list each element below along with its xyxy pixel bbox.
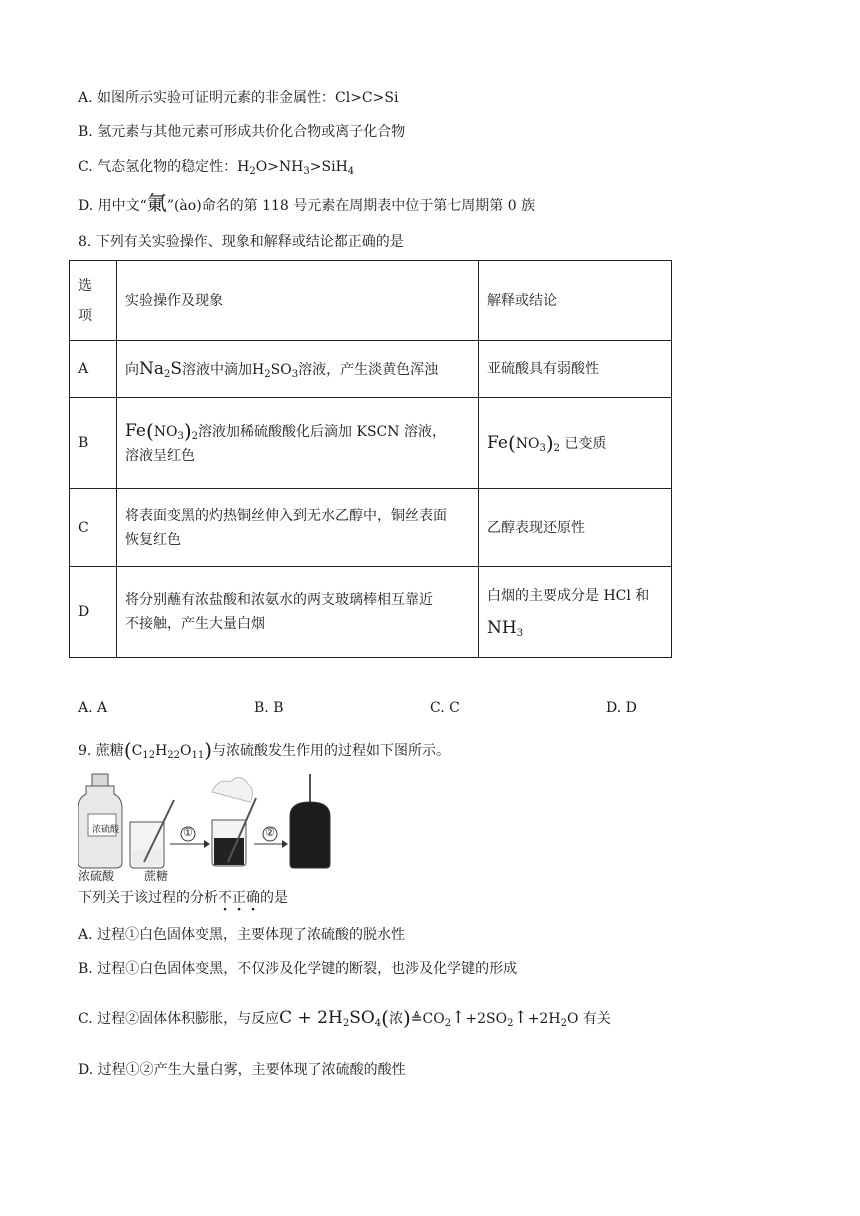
choice-c[interactable]: C. C xyxy=(430,700,460,716)
q8-choices xyxy=(78,700,678,720)
label-conc-acid: 浓硫酸 xyxy=(78,869,115,883)
table-row: C 将表面变黑的灼热铜丝伸入到无水乙醇中，铜丝表面 恢复红色 乙醇表现还原性 xyxy=(70,489,672,567)
sugar-acid-figure xyxy=(78,772,334,884)
q7-option-d: D. 用中文“氭”(ào)命名的第 118 号元素在周期表中位于第七周期第 0 族 xyxy=(78,191,536,215)
header-operation: 实验操作及现象 xyxy=(117,261,479,341)
q9-option-c: C. 过程②固体体积膨胀，与反应$C + 2H_2SO_4$(浓)$≜CO_2↑+2SO_2↑+2H_2O$ 有关 xyxy=(78,1006,611,1030)
choice-d[interactable]: D. D xyxy=(606,700,637,716)
table-header-row xyxy=(70,261,672,341)
table-row: D 将分别蘸有浓盐酸和浓氨水的两支玻璃棒相互靠近 不接触，产生大量白烟 白烟的主要成分是 HCl 和 $NH_3$ xyxy=(70,567,672,658)
choice-a[interactable]: A. A xyxy=(78,700,108,716)
q9-option-a: A. 过程①白色固体变黑，主要体现了浓硫酸的脱水性 xyxy=(78,927,406,943)
q9-question: 下列关于该过程的分析不正确的是 xyxy=(78,890,288,906)
table-row: A 向$Na_2S$溶液中滴加$H_2SO_3$溶液，产生淡黄色浑浊 亚硫酸具有弱酸性 xyxy=(70,341,672,398)
header-option: 选 项 xyxy=(70,261,117,341)
label-sucrose: 蔗糖 xyxy=(144,869,169,883)
q7-option-b: B. 氢元素与其他元素可形成共价化合物或离子化合物 xyxy=(78,124,406,140)
q8-table xyxy=(69,260,672,658)
ao-element-char: 氭 xyxy=(146,191,167,215)
q7-option-c: C. 气态氢化物的稳定性：$H_2O>NH_3>SiH_4$ xyxy=(78,159,355,177)
bottle-label: 浓硫酸 xyxy=(92,825,120,835)
step-2-label: ② xyxy=(265,826,275,839)
step-1-label: ① xyxy=(183,826,193,839)
q9-option-d: D. 过程①②产生大量白雾，主要体现了浓硫酸的酸性 xyxy=(78,1062,406,1078)
q8-stem: 8. 下列有关实验操作、现象和解释或结论都正确的是 xyxy=(78,234,404,250)
q9-stem: 9. 蔗糖$(C_{12}H_{22}O_{11})$与浓硫酸发生作用的过程如下图所示。 xyxy=(78,738,451,762)
header-conclusion: 解释或结论 xyxy=(479,261,672,341)
choice-b[interactable]: B. B xyxy=(254,700,284,716)
q7-option-a: A. 如图所示实验可证明元素的非金属性：Cl>C>Si xyxy=(78,90,399,106)
q9-option-b: B. 过程①白色固体变黑，不仅涉及化学键的断裂，也涉及化学键的形成 xyxy=(78,961,518,977)
table-row: B $Fe(NO_3)_2$溶液加稀硫酸酸化后滴加 KSCN 溶液， 溶液呈红色 $Fe(NO_3)_2$ 已变质 xyxy=(70,398,672,489)
